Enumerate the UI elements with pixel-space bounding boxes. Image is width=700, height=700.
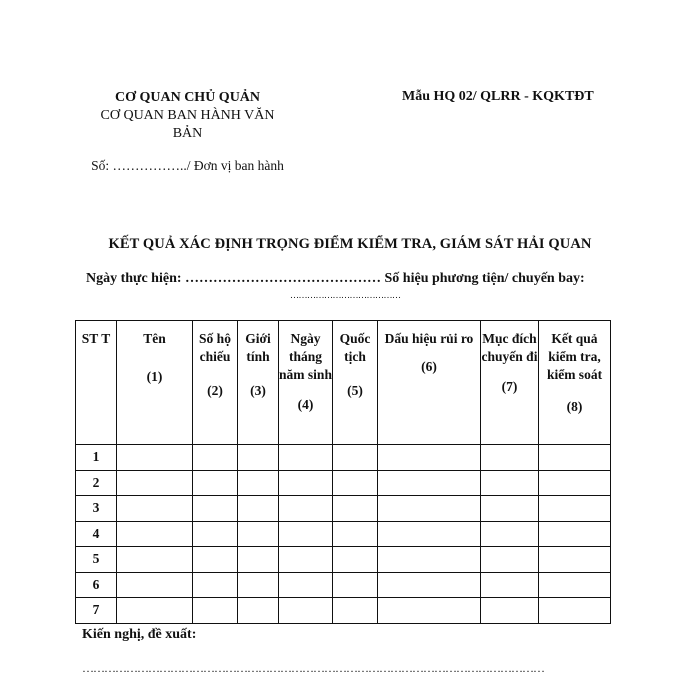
- table-cell: [117, 445, 193, 471]
- table-cell: [279, 598, 333, 624]
- table-cell: [378, 547, 481, 573]
- row-number: 6: [76, 572, 117, 598]
- table-cell: [333, 521, 378, 547]
- proposal-dotted-line: ………………………………………………………………………………………………………………: [82, 661, 544, 675]
- column-header: [333, 321, 378, 445]
- column-number: (7): [501, 379, 518, 394]
- issuing-agency-block: [85, 89, 290, 174]
- form-code: Mẫu HQ 02/ QLRR - KQKTĐT: [402, 89, 594, 104]
- column-number: (6): [421, 359, 437, 374]
- issuing-agency: CƠ QUAN BAN HÀNH VĂN BẢN: [100, 108, 275, 141]
- table-cell: [117, 496, 193, 522]
- column-number: (1): [146, 369, 163, 384]
- table-cell: [279, 470, 333, 496]
- table-row: [76, 572, 611, 598]
- table-cell: [333, 445, 378, 471]
- document-number: Số: ……………../ Đơn vị ban hành: [91, 158, 284, 173]
- column-header: [193, 321, 238, 445]
- table-cell: [481, 445, 539, 471]
- table-cell: [539, 521, 611, 547]
- table-cell: [193, 598, 238, 624]
- column-header: [539, 321, 611, 445]
- row-number: 1: [76, 445, 117, 471]
- table-cell: [539, 572, 611, 598]
- table-cell: [481, 547, 539, 573]
- table-cell: [238, 598, 279, 624]
- column-header-label: Giới tính: [245, 331, 271, 364]
- proposal-label: Kiến nghị, đề xuất:: [82, 627, 197, 642]
- table-row: [76, 496, 611, 522]
- column-header-label: Dấu hiệu rủi ro: [384, 331, 474, 346]
- column-number: (2): [207, 383, 223, 398]
- table-cell: [279, 521, 333, 547]
- row-number: 2: [76, 470, 117, 496]
- table-cell: [333, 547, 378, 573]
- table-cell: [539, 598, 611, 624]
- column-header-label: ST T: [81, 331, 111, 346]
- table-cell: [481, 521, 539, 547]
- table-cell: [193, 496, 238, 522]
- column-header-label: Kết quả kiểm tra, kiểm soát: [546, 331, 603, 382]
- table-cell: [193, 572, 238, 598]
- table-cell: [117, 572, 193, 598]
- column-number: (8): [566, 399, 583, 414]
- table-cell: [378, 470, 481, 496]
- table-cell: [539, 547, 611, 573]
- table-cell: [117, 470, 193, 496]
- table-cell: [238, 521, 279, 547]
- table-cell: [333, 598, 378, 624]
- column-header: [76, 321, 117, 445]
- table-cell: [481, 470, 539, 496]
- table-cell: [333, 470, 378, 496]
- table-row: [76, 598, 611, 624]
- table-cell: [238, 470, 279, 496]
- table-cell: [238, 445, 279, 471]
- column-header: [279, 321, 333, 445]
- table-cell: [238, 496, 279, 522]
- table-cell: [117, 521, 193, 547]
- column-header-label: Mục đích chuyến đi: [481, 331, 538, 364]
- table-cell: [279, 445, 333, 471]
- table-cell: [378, 445, 481, 471]
- table-header-row: [76, 321, 611, 445]
- row-number: 5: [76, 547, 117, 573]
- row-number: 3: [76, 496, 117, 522]
- table-cell: [539, 445, 611, 471]
- table-cell: [333, 496, 378, 522]
- column-number: (5): [347, 383, 363, 398]
- table-cell: [333, 572, 378, 598]
- table-cell: [279, 496, 333, 522]
- table-cell: [193, 445, 238, 471]
- column-header-label: Số hộ chiếu: [199, 331, 231, 364]
- column-header-label: Tên: [143, 331, 166, 346]
- table-row: [76, 470, 611, 496]
- column-header: [117, 321, 193, 445]
- column-number: (3): [250, 383, 266, 398]
- column-header: [238, 321, 279, 445]
- table-cell: [238, 572, 279, 598]
- column-header: [481, 321, 539, 445]
- table-cell: [279, 572, 333, 598]
- table-row: [76, 445, 611, 471]
- column-number: (4): [297, 397, 314, 412]
- table-cell: [378, 598, 481, 624]
- result-table: [75, 320, 611, 624]
- table-body: [76, 445, 611, 624]
- table-row: [76, 521, 611, 547]
- governing-agency: CƠ QUAN CHỦ QUẢN: [114, 90, 261, 105]
- table-cell: [378, 572, 481, 598]
- table-cell: [539, 470, 611, 496]
- document-title: KẾT QUẢ XÁC ĐỊNH TRỌNG ĐIỂM KIỂM TRA, GIÁM SÁT HẢI QUAN: [108, 236, 592, 252]
- table-cell: [193, 470, 238, 496]
- row-number: 7: [76, 598, 117, 624]
- row-number: 4: [76, 521, 117, 547]
- table-cell: [238, 547, 279, 573]
- column-header-label: Ngày tháng năm sinh: [279, 331, 332, 382]
- flight-number-dots: …………………………………: [290, 290, 401, 300]
- table-cell: [378, 521, 481, 547]
- table-cell: [193, 521, 238, 547]
- table-cell: [539, 496, 611, 522]
- date-and-flight-line: Ngày thực hiện: …………………………………… Số hiệu phương tiện/ chuyến bay:: [86, 271, 585, 286]
- table-cell: [279, 547, 333, 573]
- table-cell: [193, 547, 238, 573]
- column-header: [378, 321, 481, 445]
- table-cell: [481, 572, 539, 598]
- table-cell: [481, 496, 539, 522]
- table-cell: [117, 547, 193, 573]
- table-cell: [378, 496, 481, 522]
- table-row: [76, 547, 611, 573]
- column-header-label: Quốc tịch: [339, 331, 371, 364]
- table-cell: [481, 598, 539, 624]
- table-cell: [117, 598, 193, 624]
